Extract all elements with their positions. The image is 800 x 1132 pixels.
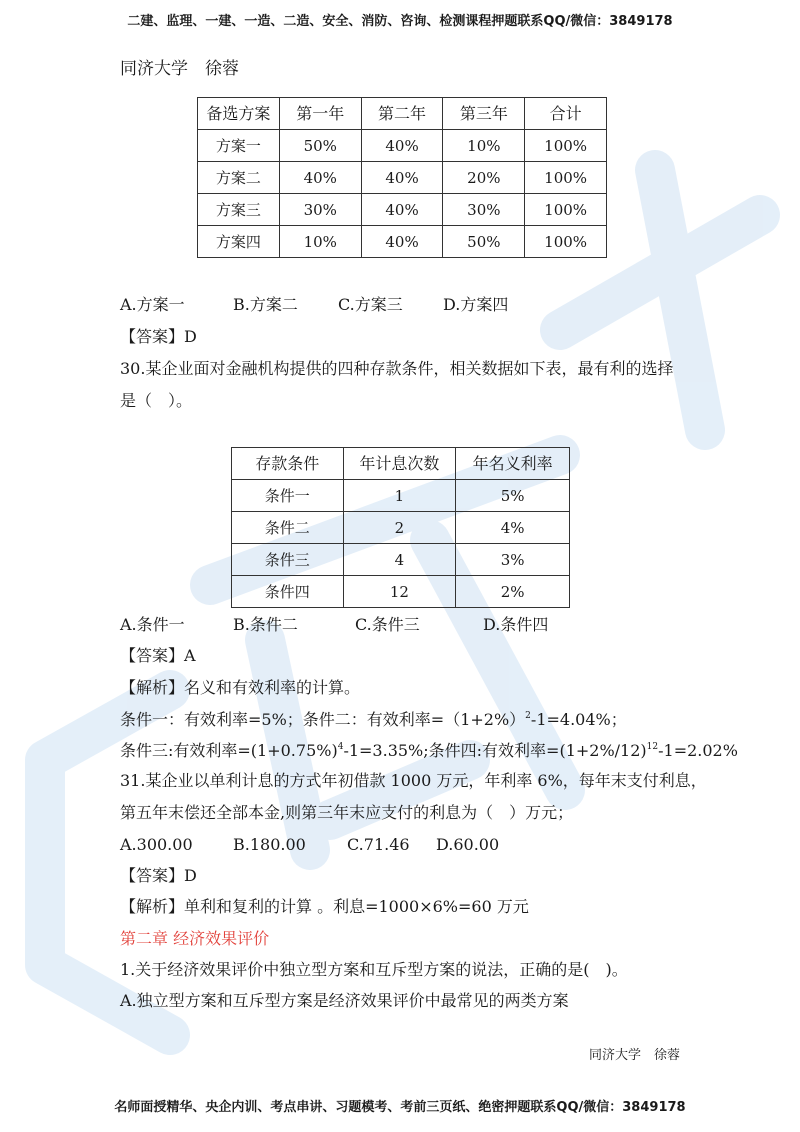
table-cell: 100% xyxy=(525,162,607,194)
analysis-line: 【解析】单利和复利的计算 。利息=1000×6%=60 万元 xyxy=(120,897,529,916)
table-row xyxy=(198,162,607,194)
table-cell: 2% xyxy=(456,576,570,608)
table-header-cell: 第三年 xyxy=(443,98,525,130)
table-cell: 4 xyxy=(343,544,456,576)
table-row xyxy=(232,544,570,576)
table-cell: 30% xyxy=(443,194,525,226)
calc-exponent: 12 xyxy=(646,742,659,752)
table-cell: 40% xyxy=(279,162,361,194)
table-row xyxy=(198,194,607,226)
option-b: B.条件二 xyxy=(233,615,298,634)
table-cell: 100% xyxy=(525,226,607,258)
calc-exponent: 2 xyxy=(525,711,531,721)
answer-line: 【答案】D xyxy=(120,866,197,885)
option-a: A.方案一 xyxy=(120,295,185,314)
table-cell: 条件三 xyxy=(232,544,344,576)
deposit-table xyxy=(231,447,570,608)
table-cell: 条件一 xyxy=(232,480,344,512)
table-cell: 40% xyxy=(361,162,443,194)
table-cell: 20% xyxy=(443,162,525,194)
table-cell: 方案三 xyxy=(198,194,280,226)
table-cell: 条件四 xyxy=(232,576,344,608)
question-stem: 1.关于经济效果评价中独立型方案和互斥型方案的说法，正确的是( )。 xyxy=(120,960,628,979)
table-cell: 3% xyxy=(456,544,570,576)
table-header-cell: 存款条件 xyxy=(232,448,344,480)
option-d: D.60.00 xyxy=(436,835,500,854)
option-d: D.方案四 xyxy=(443,295,509,314)
calc-text: 条件三:有效利率=(1+0.75%) xyxy=(120,741,338,760)
table-cell: 10% xyxy=(279,226,361,258)
table-cell: 30% xyxy=(279,194,361,226)
option-c: C.条件三 xyxy=(355,615,420,634)
table-cell: 40% xyxy=(361,130,443,162)
calc-exponent: 4 xyxy=(337,742,344,752)
option-b: B.方案二 xyxy=(233,295,298,314)
calculation-line xyxy=(120,741,738,761)
calc-text: -1=3.35%;条件四:有效利率=(1+2%/12) xyxy=(343,741,647,760)
page-footer-author: 同济大学 徐蓉 xyxy=(588,1048,680,1063)
question-stem-continued: 是（ ）。 xyxy=(120,391,193,410)
table-header-row xyxy=(232,448,570,480)
calc-text: -1=4.04%； xyxy=(530,710,627,729)
table-row xyxy=(198,130,607,162)
table-cell: 5% xyxy=(456,480,570,512)
table-cell: 方案二 xyxy=(198,162,280,194)
analysis-line: 【解析】名义和有效利率的计算。 xyxy=(120,678,361,697)
table-row xyxy=(232,576,570,608)
table-cell: 10% xyxy=(443,130,525,162)
table-header-cell: 年计息次数 xyxy=(343,448,456,480)
table-cell: 12 xyxy=(343,576,456,608)
option-a: A.独立型方案和互斥型方案是经济效果评价中最常见的两类方案 xyxy=(120,991,569,1010)
table-cell: 方案四 xyxy=(198,226,280,258)
option-c: C.方案三 xyxy=(338,295,403,314)
table-header-row xyxy=(198,98,607,130)
calculation-line xyxy=(120,710,627,730)
table-cell: 方案一 xyxy=(198,130,280,162)
table-header-cell: 备选方案 xyxy=(198,98,280,130)
table-header-cell: 第一年 xyxy=(279,98,361,130)
header-banner: 二建、监理、一建、一造、二造、安全、消防、咨询、检测课程押题联系QQ/微信：3849178 xyxy=(127,14,673,29)
allocation-table xyxy=(197,97,607,258)
question-stem-continued: 第五年末偿还全部本金,则第三年末应支付的利息为（ ）万元； xyxy=(120,803,574,822)
table-header-cell: 合计 xyxy=(525,98,607,130)
answer-line: 【答案】D xyxy=(120,327,197,346)
table-cell: 2 xyxy=(343,512,456,544)
table-cell: 1 xyxy=(343,480,456,512)
option-a: A.300.00 xyxy=(120,835,193,854)
table-row xyxy=(232,512,570,544)
footer-banner: 名师面授精华、央企内训、考点串讲、习题模考、考前三页纸、绝密押题联系QQ/微信：3849178 xyxy=(114,1100,686,1115)
option-a: A.条件一 xyxy=(120,615,185,634)
table-cell: 50% xyxy=(279,130,361,162)
table-row xyxy=(198,226,607,258)
author-line: 同济大学 徐蓉 xyxy=(120,59,239,79)
table-cell: 50% xyxy=(443,226,525,258)
question-stem: 30.某企业面对金融机构提供的四种存款条件，相关数据如下表，最有利的选择 xyxy=(120,359,674,378)
table-cell: 40% xyxy=(361,194,443,226)
option-c: C.71.46 xyxy=(347,835,410,854)
option-b: B.180.00 xyxy=(233,835,306,854)
table-cell: 条件二 xyxy=(232,512,344,544)
question-stem: 31.某企业以单利计息的方式年初借款 1000 万元，年利率 6%，每年末支付利息， xyxy=(120,771,707,790)
table-header-cell: 年名义利率 xyxy=(456,448,570,480)
table-cell: 100% xyxy=(525,130,607,162)
option-d: D.条件四 xyxy=(483,615,549,634)
table-header-cell: 第二年 xyxy=(361,98,443,130)
table-row xyxy=(232,480,570,512)
table-cell: 4% xyxy=(456,512,570,544)
calc-text: -1=2.02% xyxy=(658,741,738,760)
answer-line: 【答案】A xyxy=(120,646,196,665)
chapter-title: 第二章 经济效果评价 xyxy=(120,929,270,948)
table-cell: 40% xyxy=(361,226,443,258)
table-cell: 100% xyxy=(525,194,607,226)
calc-text: 条件一：有效利率=5%；条件二：有效利率=（1+2%） xyxy=(120,710,526,729)
